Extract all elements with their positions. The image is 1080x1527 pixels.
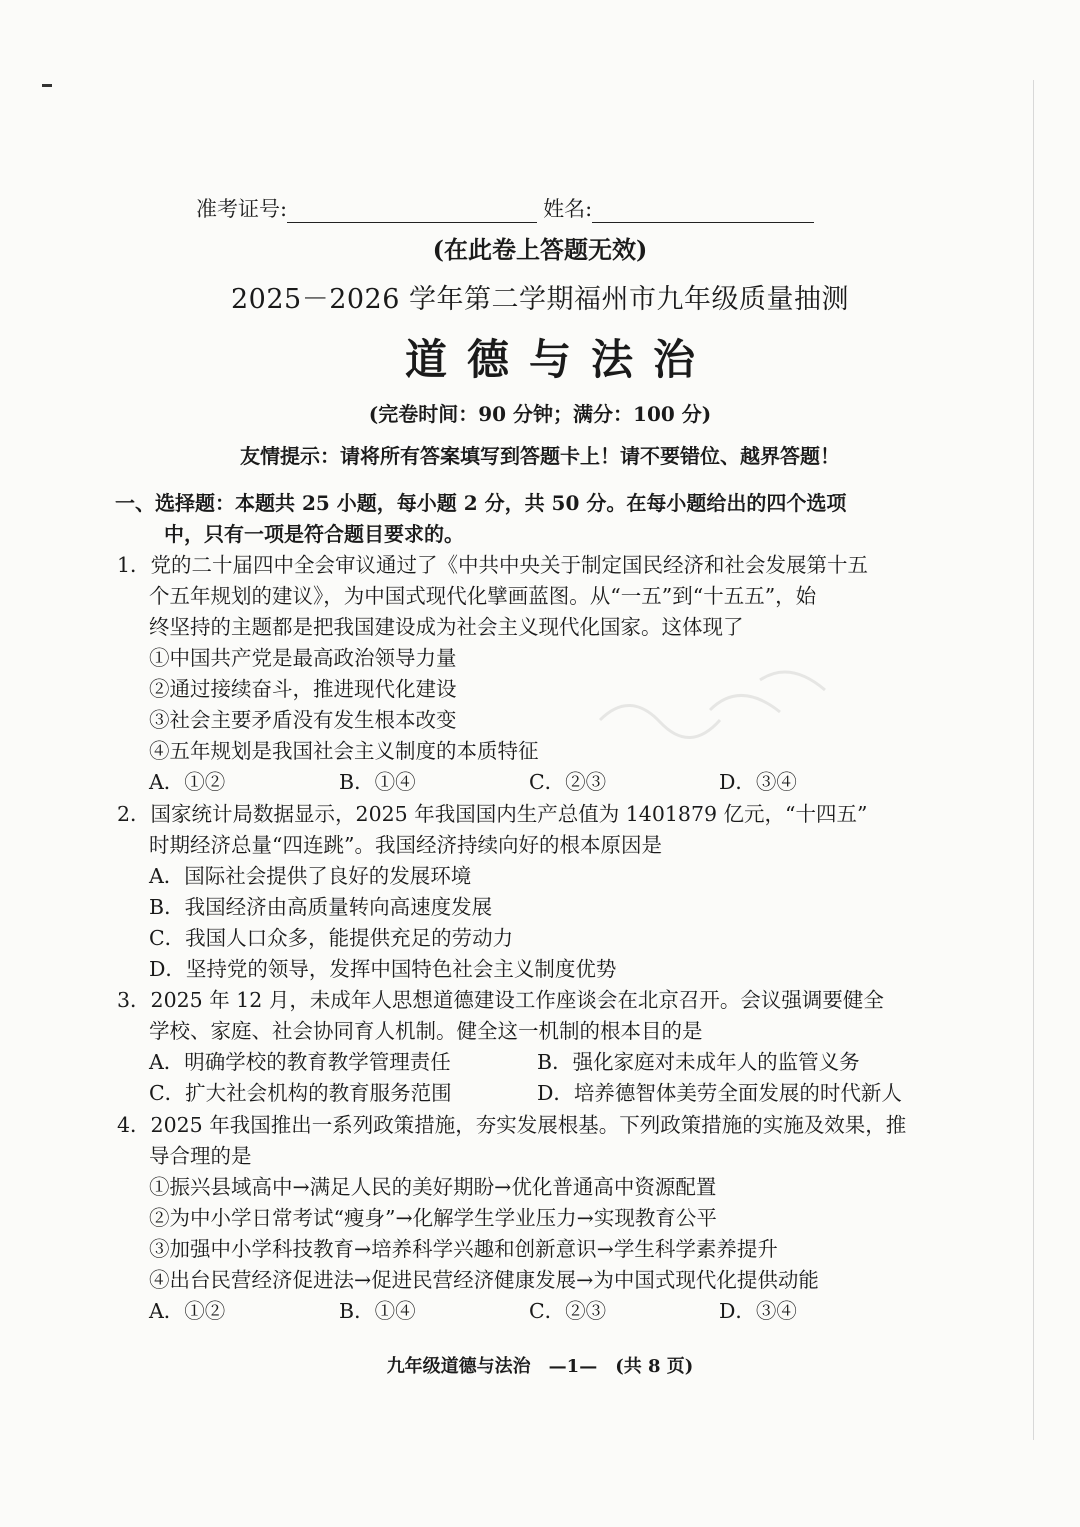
question-1 <box>117 550 937 798</box>
answer-options <box>117 1047 937 1078</box>
question-stem-line: 学校、家庭、社会协同育人机制。健全这一机制的根本目的是 <box>149 1019 703 1043</box>
option-d[interactable]: D．③④ <box>719 770 797 794</box>
option-a[interactable]: A．明确学校的教育教学管理责任 <box>149 1050 451 1074</box>
question-stem-line: 2．国家统计局数据显示，2025 年我国国内生产总值为 1401879 亿元，“十四五” <box>117 802 868 826</box>
option-c[interactable]: C．②③ <box>529 1299 607 1323</box>
answer-options <box>117 767 937 798</box>
option-a[interactable]: A．①② <box>149 770 226 794</box>
time-score-note: (完卷时间：90 分钟；满分：100 分) <box>368 402 712 426</box>
answer-options <box>117 1078 937 1109</box>
admission-number-label: 准考证号: <box>196 197 288 221</box>
option-d[interactable]: D．坚持党的领导，发挥中国特色社会主义制度优势 <box>149 957 617 981</box>
name-blank[interactable] <box>592 202 814 223</box>
section-heading <box>115 488 915 550</box>
option-a[interactable]: A．国际社会提供了良好的发展环境 <box>149 864 472 888</box>
question-stem-line: 4．2025 年我国推出一系列政策措施，夯实发展根基。下列政策措施的实施及效果，推 <box>117 1113 907 1137</box>
name-label: 姓名: <box>543 197 593 221</box>
section-heading-line-2: 中，只有一项是符合题目要求的。 <box>164 522 464 546</box>
page-footer: 九年级道德与法治 —1— (共 8 页) <box>386 1356 694 1377</box>
scan-mark <box>42 84 52 87</box>
option-a[interactable]: A．①② <box>149 1299 226 1323</box>
statement-item: ③社会主要矛盾没有发生根本改变 <box>149 708 457 732</box>
admission-number-blank[interactable] <box>287 202 537 223</box>
option-d[interactable]: D．③④ <box>719 1299 797 1323</box>
option-b[interactable]: B．强化家庭对未成年人的监管义务 <box>537 1050 860 1074</box>
candidate-info-fields <box>196 193 814 223</box>
question-stem-line: 时期经济总量“四连跳”。我国经济持续向好的根本原因是 <box>149 833 662 857</box>
statement-item: ②通过接续奋斗，推进现代化建设 <box>149 677 457 701</box>
option-c[interactable]: C．扩大社会机构的教育服务范围 <box>149 1081 452 1105</box>
exam-title: 2025－2026 学年第二学期福州市九年级质量抽测 <box>230 284 849 315</box>
subject-title: 道德与法治 <box>404 335 715 384</box>
option-b[interactable]: B．①④ <box>339 770 416 794</box>
question-stem-line: 个五年规划的建议》，为中国式现代化擘画蓝图。从“一五”到“十五五”，始 <box>149 584 817 608</box>
option-c[interactable]: C．②③ <box>529 770 607 794</box>
statement-item: ①振兴县域高中→满足人民的美好期盼→优化普通高中资源配置 <box>149 1175 717 1199</box>
question-stem-line: 导合理的是 <box>149 1144 252 1168</box>
statement-item: ④出台民营经济促进法→促进民营经济健康发展→为中国式现代化提供动能 <box>149 1268 819 1292</box>
question-3 <box>117 985 937 1109</box>
statement-item: ③加强中小学科技教育→培养科学兴趣和创新意识→学生科学素养提升 <box>149 1237 778 1261</box>
friendly-reminder: 友情提示：请将所有答案填写到答题卡上！请不要错位、越界答题！ <box>240 444 840 468</box>
invalid-answer-note: (在此卷上答题无效) <box>432 235 648 264</box>
question-stem-line: 终坚持的主题都是把我国建设成为社会主义现代化国家。这体现了 <box>149 615 744 639</box>
statement-item: ②为中小学日常考试“瘦身”→化解学生学业压力→实现教育公平 <box>149 1206 717 1230</box>
question-stem-line: 1．党的二十届四中全会审议通过了《中共中央关于制定国民经济和社会发展第十五 <box>117 553 869 577</box>
section-heading-line-1: 一、选择题：本题共 25 小题，每小题 2 分，共 50 分。在每小题给出的四个选项 <box>115 491 847 515</box>
question-4 <box>117 1110 937 1327</box>
answer-options <box>117 1296 937 1327</box>
option-d[interactable]: D．培养德智体美劳全面发展的时代新人 <box>537 1081 902 1105</box>
question-2 <box>117 799 937 985</box>
statement-item: ①中国共产党是最高政治领导力量 <box>149 646 457 670</box>
statement-item: ④五年规划是我国社会主义制度的本质特征 <box>149 739 539 763</box>
option-b[interactable]: B．①④ <box>339 1299 416 1323</box>
option-b[interactable]: B．我国经济由高质量转向高速度发展 <box>149 895 493 919</box>
option-c[interactable]: C．我国人口众多，能提供充足的劳动力 <box>149 926 514 950</box>
question-stem-line: 3．2025 年 12 月，未成年人思想道德建设工作座谈会在北京召开。会议强调要健全 <box>117 988 884 1012</box>
